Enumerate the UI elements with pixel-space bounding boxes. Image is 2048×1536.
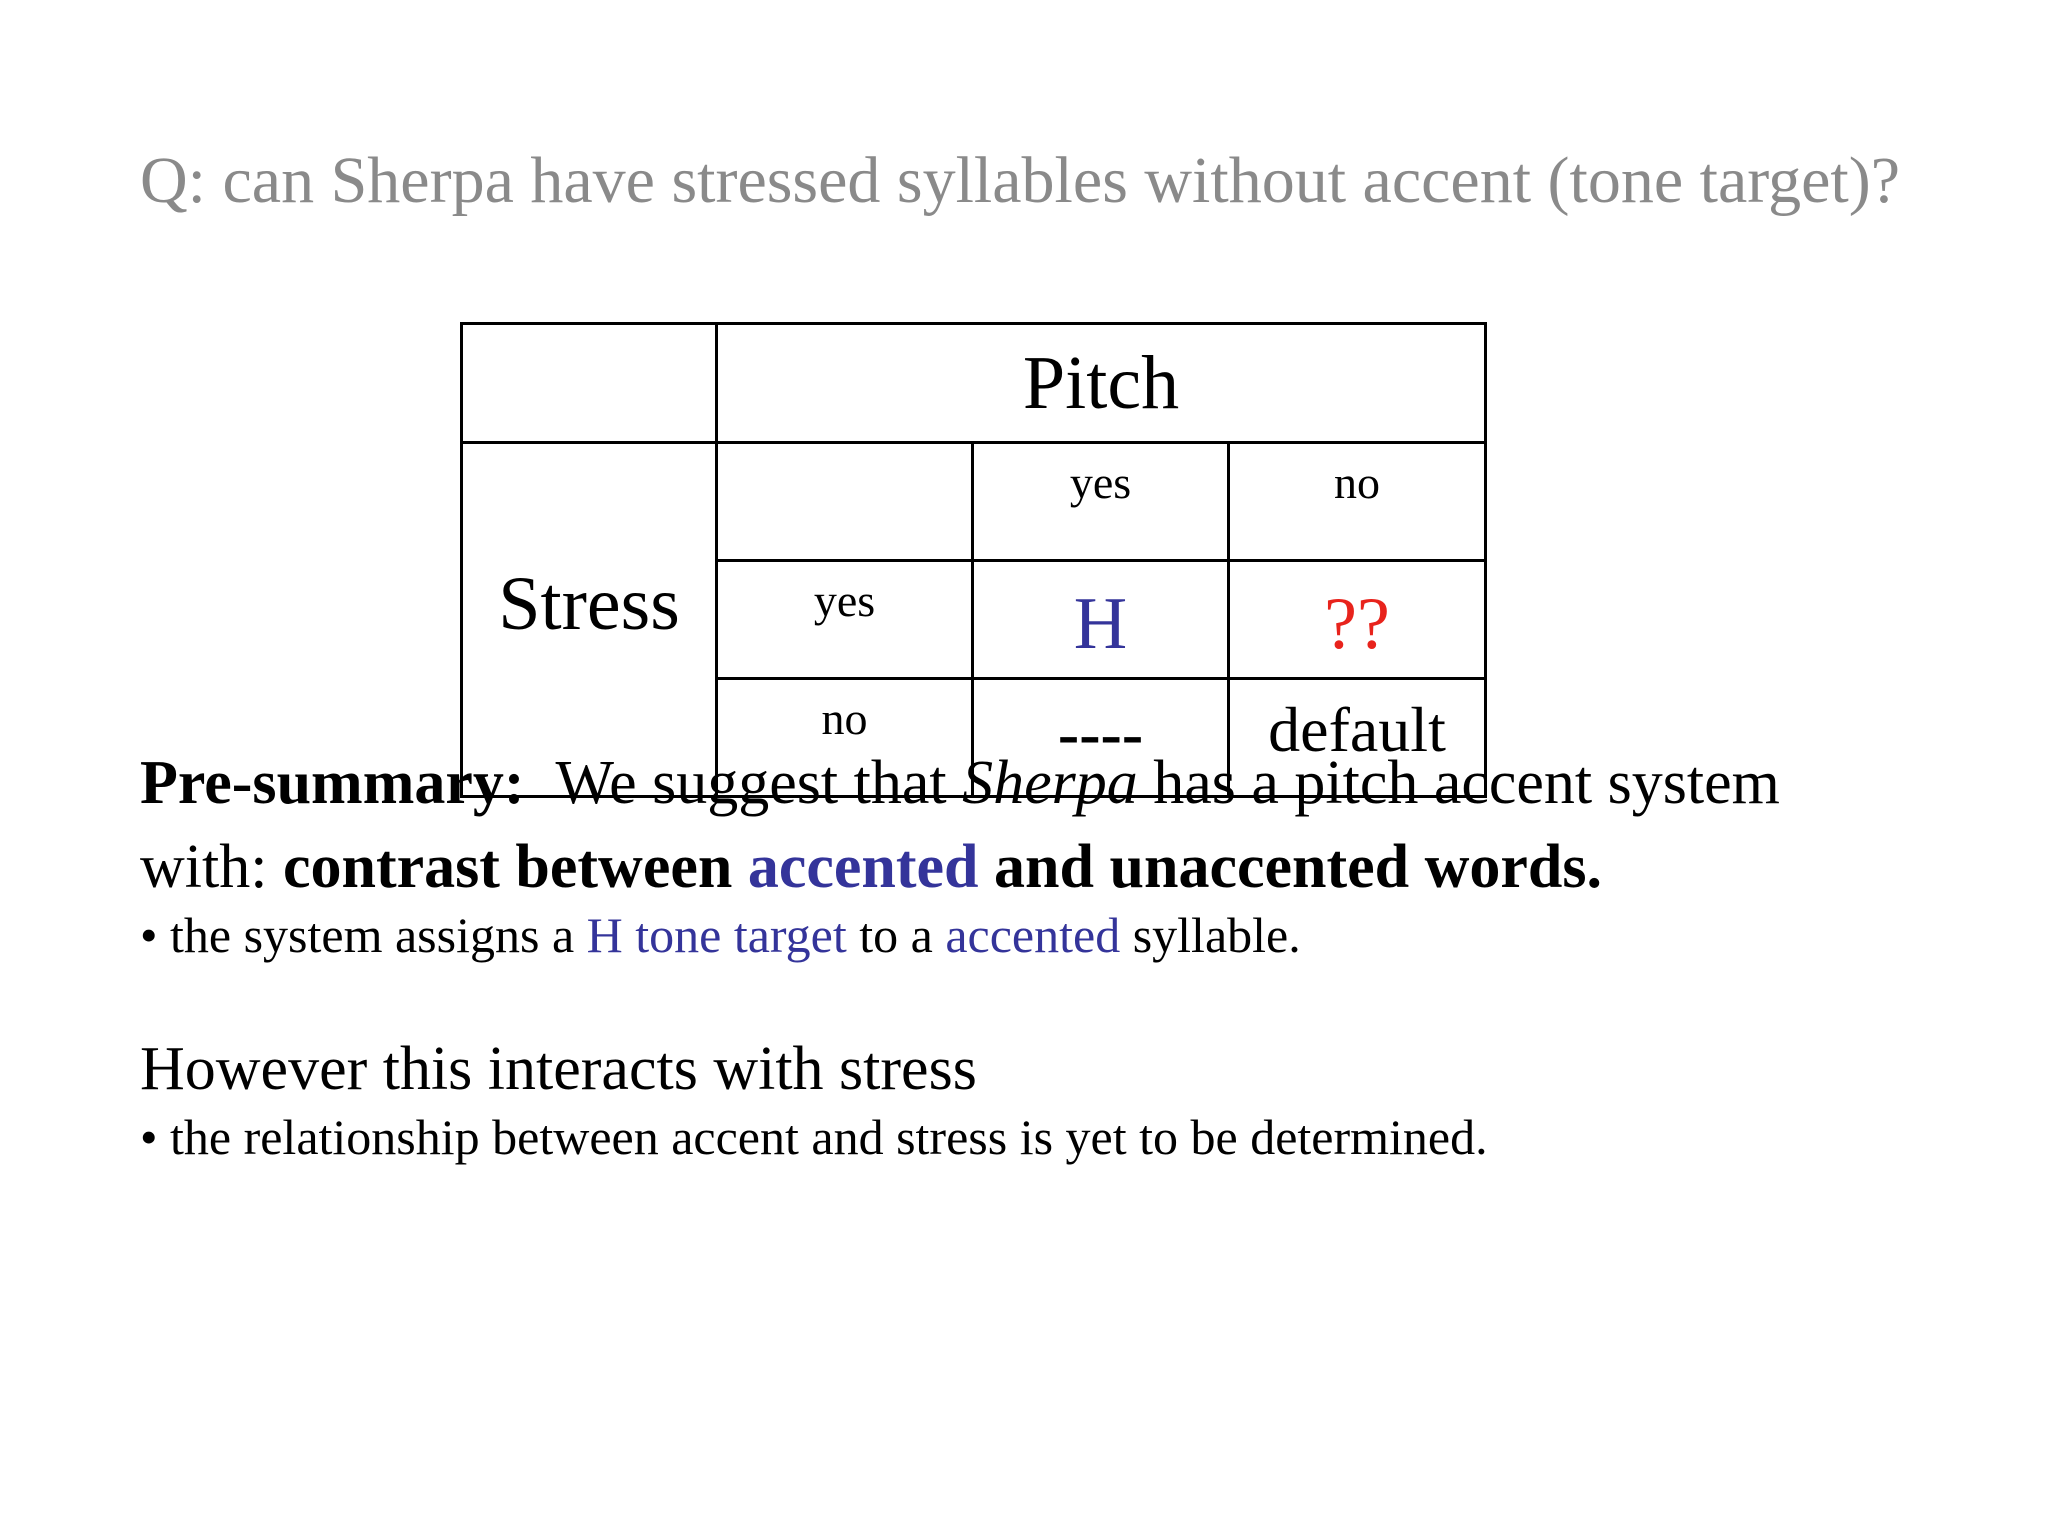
default-value: default bbox=[1268, 694, 1446, 765]
bullet1-accented: accented bbox=[945, 907, 1121, 963]
h-tone-value: H bbox=[1073, 582, 1128, 665]
pitch-yes-cell bbox=[971, 441, 1230, 562]
contrast-line-start: with: bbox=[140, 833, 283, 901]
bullet1-suffix: syllable. bbox=[1120, 907, 1301, 963]
pitch-no-label: no bbox=[1334, 457, 1380, 508]
pre-summary-label: Pre-summary: bbox=[140, 749, 525, 817]
unknown-value: ?? bbox=[1324, 582, 1390, 665]
pre-summary-text-2: has a pitch accent system bbox=[1137, 749, 1780, 817]
however-heading: However this interacts with stress bbox=[140, 1035, 977, 1103]
h-tone-cell bbox=[971, 559, 1230, 680]
stress-no-label: no bbox=[821, 693, 868, 744]
contrast-bold-2: and unaccented words. bbox=[978, 833, 1603, 901]
stress-label: Stress bbox=[498, 562, 680, 646]
contrast-accented: accented bbox=[747, 833, 979, 901]
pre-summary-text-1: We suggest that bbox=[555, 749, 963, 817]
stress-pitch-table bbox=[460, 322, 1487, 798]
slide-question: Q: can Sherpa have stressed syllables without accent (tone target)? bbox=[140, 144, 1900, 217]
pitch-header: Pitch bbox=[1022, 341, 1180, 425]
bullet-relationship: • the relationship between accent and stress is yet to be determined. bbox=[140, 1109, 1488, 1165]
stress-label-cell bbox=[460, 441, 718, 798]
stress-yes-cell bbox=[715, 559, 974, 680]
dash-value: ---- bbox=[1057, 698, 1144, 769]
pre-summary-line bbox=[140, 749, 1780, 817]
pitch-header-cell bbox=[715, 322, 1487, 444]
bullet1-prefix: • the system assigns a bbox=[140, 907, 587, 963]
unknown-cell bbox=[1227, 559, 1487, 680]
bullet-system-assigns bbox=[140, 907, 1301, 963]
contrast-line bbox=[140, 833, 1603, 901]
pitch-no-cell bbox=[1227, 441, 1487, 562]
bullet1-h-tone: H tone target bbox=[586, 907, 847, 963]
pitch-yes-label: yes bbox=[1069, 457, 1132, 508]
bullet1-mid: to a bbox=[846, 907, 946, 963]
contrast-bold-1: contrast between bbox=[282, 833, 748, 901]
table-corner-cell bbox=[460, 322, 718, 444]
stress-yes-label: yes bbox=[813, 575, 876, 626]
pre-summary-sherpa: Sherpa bbox=[962, 749, 1138, 817]
subheader-empty-cell bbox=[715, 441, 974, 562]
